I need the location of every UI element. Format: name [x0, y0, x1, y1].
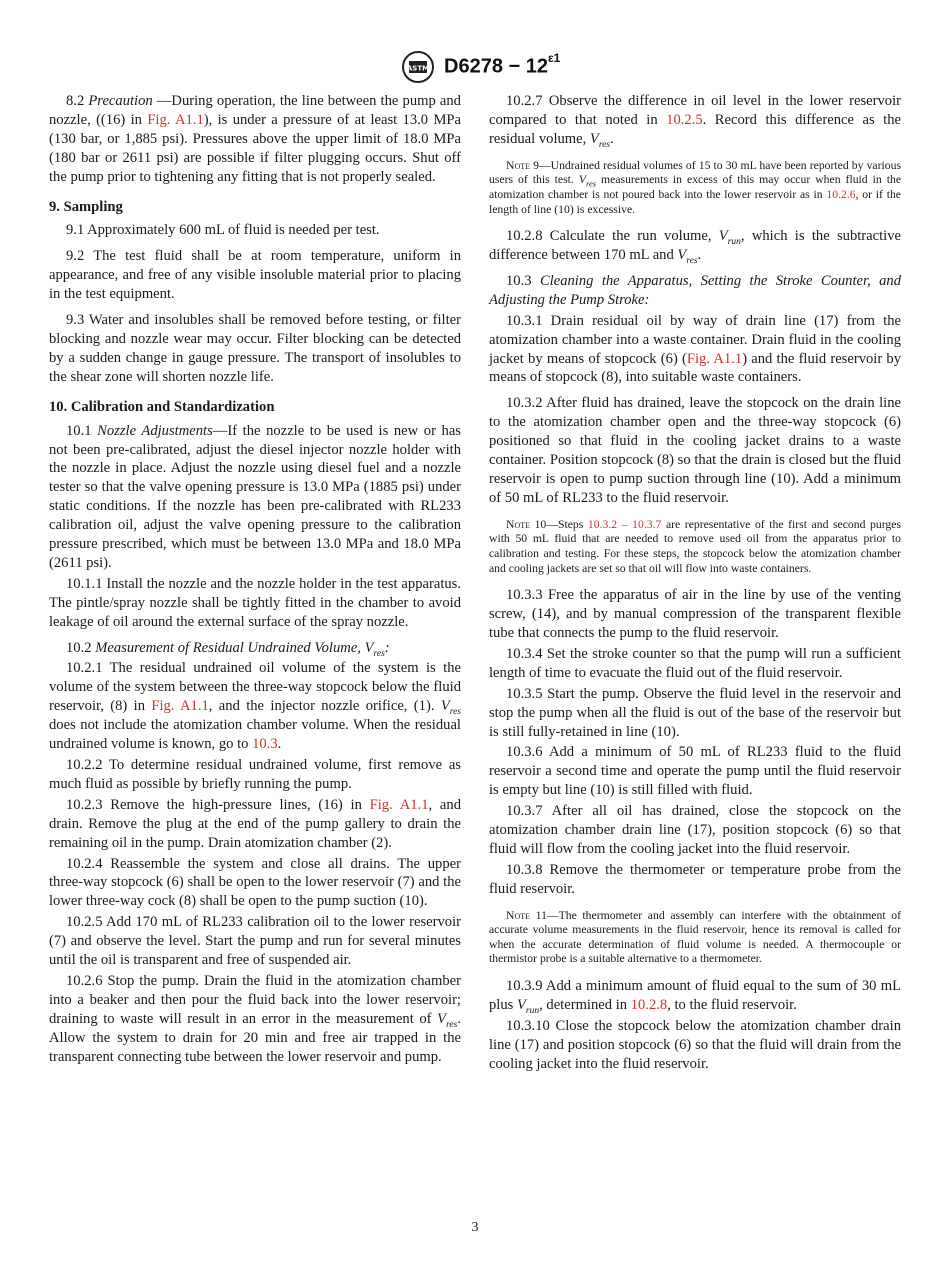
para-10-2-4: 10.2.4 Reassemble the system and close all drains. The upper three-way stopcock (6) shall be open to the lower reservoir (7) and the lower three-way cock (8) shall be open to the pump suction (10).: [49, 855, 461, 910]
para-10-3: 10.3 Cleaning the Apparatus, Setting the Stroke Counter, and Adjusting the Pump Stroke:: [489, 272, 901, 308]
para-10-2-5: 10.2.5 Add 170 mL of RL233 calibration oil to the lower reservoir (7) and observe the level. Start the pump and run for several minutes until the oil is transparent and free of suspended air.: [49, 914, 461, 969]
astm-logo-icon: [400, 50, 436, 84]
section-10-2-8-link[interactable]: 10.2.8: [630, 996, 668, 1013]
para-10-2-2: 10.2.2 To determine residual undrained volume, first remove as much fluid as possible by briefly running the pump.: [49, 757, 461, 792]
page-number: 3: [471, 1220, 479, 1235]
para-10-3-7: 10.3.7 After all oil has drained, close the stopcock on the atomization chamber drain line (17), position stopcock (6) so that fluid will flow from the cooling jacket into the fluid reservoir.: [489, 803, 901, 857]
note-11: Note 11—The thermometer and assembly can interfere with the obtainment of accurate volume measurements in the fluid reservoir, hence its removal is called for when the accurate determination of fluid volume is needed. A thermocouple or thermistor probe is a suitable alternative to a thermometer.: [489, 908, 901, 966]
para-10-3-1: 10.3.1 Drain residual oil by way of drain line (17) from the atomization chamber into a waste container. Drain fluid in the cooling jacket by means of stopcock (6) (Fig. A1.1) and the fluid reservoir by means of stopcock (8), into suitable waste containers.: [489, 312, 902, 386]
para-10-3-5: 10.3.5 Start the pump. Observe the fluid level in the reservoir and stop the pump when all the fluid is out of the base of the reservoir but is still fully-retained in line (10).: [489, 685, 901, 740]
section-heading-9: 9. Sampling: [49, 198, 123, 215]
para-10-2-3: 10.2.3 Remove the high-pressure lines, (16) in Fig. A1.1, and drain. Remove the plug at the end of the pump gallery to drain the remaining oil in the pump. Drain atomization chamber (2).: [49, 796, 462, 851]
page-header: [0, 50, 950, 84]
section-10-2-5-link[interactable]: 10.2.5: [666, 111, 703, 128]
para-10-1: 10.1 Nozzle Adjustments—If the nozzle to be used is new or has not been pre-calibrated, adjust the diesel injector nozzle holder with the nozzle in place. Adjust the nozzle using diesel fuel and a nozzle tester so that the valve opening pressure is 13.0 MPa (1885 psi) under static conditions. If the nozzle has been pre-calibrated with RL233 calibration oil, adjust the valve opening pressure to the calibration pressure prescribed, which must be between 13.0 MPa and 18.0 MPa (2611 psi).: [49, 422, 461, 571]
left-column: [49, 92, 461, 1069]
para-9-1: 9.1 Approximately 600 mL of fluid is needed per test.: [66, 222, 380, 239]
para-8-2: 8.2 Precaution —During operation, the line between the pump and nozzle, ((16) in Fig. A1.1), is under a pressure of at least 13.0 MPa (130 bar, or 1,885 psi). Pressures above the upper limit of 18.0 MPa (180 bar or 2611 psi) are possible if filter plugging occurs. Shut off the pump prior to tightening any fitting that is not properly sealed.: [49, 93, 462, 185]
para-10-3-2: 10.3.2 After fluid has drained, leave the stopcock on the drain line to the atomization chamber open and the three-way stopcock (6) positioned so that fluid in the cooling jacket drains to a waste container. Position stopcock (8) so that the drain is closed but the fluid reservoir is open to pump suction through line (10). Add a minimum of 50 mL of RL233 to the fluid reservoir.: [489, 395, 901, 506]
para-10-2-8: 10.2.8 Calculate the run volume, $V_{run}$, which is the subtractive difference between 170 mL and $V_{res}$.: [489, 228, 901, 266]
svg-text:ASTM: ASTM: [406, 64, 430, 73]
fig-a1-1-link[interactable]: Fig. A1.1: [369, 796, 429, 813]
para-10-3-4: 10.3.4 Set the stroke counter so that the pump will run a sufficient length of time to evacuate the fluid out of the fluid reservoir.: [489, 645, 901, 681]
fig-a1-1-link[interactable]: Fig. A1.1: [147, 111, 204, 128]
para-9-3: 9.3 Water and insolubles shall be removed before testing, or filter blocking and nozzle wear may occur. Filter blocking can be detected by a sudden change in gauge pressure. The transport of insolubles to the shear zone will shorten nozzle life.: [49, 312, 461, 385]
section-heading-10: 10. Calibration and Standardization: [49, 398, 275, 415]
para-10-3-6: 10.3.6 Add a minimum of 50 mL of RL233 fluid to the fluid reservoir a second time and operate the pump until the fluid reservoir is empty but line (10) is still filled with fluid.: [489, 744, 901, 799]
note-10: Note 10—Steps 10.3.2 – 10.3.7 are representative of the first and second purges with 50 mL fluid that are needed to remove used oil from the apparatus prior to calibration and testing. For these steps, the stopcock below the atomization chamber and cooling jackets are set so that oil will flow into waste containers.: [489, 517, 902, 575]
para-10-1-1: 10.1.1 Install the nozzle and the nozzle holder in the test apparatus. The pintle/spray nozzle shall be tightly fitted in the chamber to avoid leakage of oil around the external surface of the spray nozzle.: [49, 575, 461, 630]
para-10-3-10: 10.3.10 Close the stopcock below the atomization chamber drain line (17) and position stopcock (6) so that the fluid will drain from the cooling jacket into the fluid reservoir.: [489, 1017, 901, 1072]
para-10-3-8: 10.3.8 Remove the thermometer or temperature probe from the fluid reservoir.: [489, 861, 901, 897]
para-10-3-9: 10.3.9 Add a minimum amount of fluid equal to the sum of 30 mL plus $V_{run}$, determined in 10.2.8, to the fluid reservoir.: [489, 978, 901, 1016]
note-9: Note 9—Undrained residual volumes of 15 to 30 mL have been reported by various users of this test. $V_{res}$ measurements in excess of this may occur when fluid in the atomization chamber is not poured back into the lower reservoir as in 10.2.6, or if the length of line (10) is excessive.: [489, 158, 902, 216]
para-9-2: 9.2 The test fluid shall be at room temperature, uniform in appearance, and free of any visible insoluble material prior to placing in the test equipment.: [49, 248, 461, 303]
section-10-3-2-link[interactable]: 10.3.2 – 10.3.7: [587, 517, 662, 531]
para-10-3-3: 10.3.3 Free the apparatus of air in the line by use of the venting screw, (14), and by manual compression of the transparent flexible tube that connects the pump to the fluid reservoir.: [489, 587, 901, 641]
section-10-2-6-link[interactable]: 10.2.6: [826, 187, 856, 201]
para-10-2: 10.2 Measurement of Residual Undrained Volume, $V_{res}$:: [66, 639, 390, 659]
right-column: [489, 92, 901, 1076]
para-10-2-6: 10.2.6 Stop the pump. Drain the fluid in the atomization chamber into a beaker and then pour the fluid back into the lower reservoir; draining to waste will result in an error in the measurement of $V_{res}$. Allow the system to drain for 20 min and free air trapped in the transparent connecting tube between the lower reservoir and pump.: [49, 972, 461, 1065]
fig-a1-1-link[interactable]: Fig. A1.1: [151, 698, 209, 715]
para-10-2-1: 10.2.1 The residual undrained oil volume of the system is the volume of the system between the three-way stopcock below the fluid reservoir, (8) in Fig. A1.1, and the injector nozzle orifice, (1). $V_{res}$ does not include the atomization chamber volume. When the residual undrained volume is known, go to 10.3.: [49, 660, 462, 753]
section-10-3-link[interactable]: 10.3: [252, 736, 278, 753]
standard-designation: $D6278 - 12^{\varepsilon 1}$: [444, 51, 561, 78]
fig-a1-1-link[interactable]: Fig. A1.1: [686, 350, 743, 367]
para-10-2-7: 10.2.7 Observe the difference in oil level in the lower reservoir compared to that noted in 10.2.5. Record this difference as the residual volume, $V_{res}$.: [489, 93, 901, 150]
